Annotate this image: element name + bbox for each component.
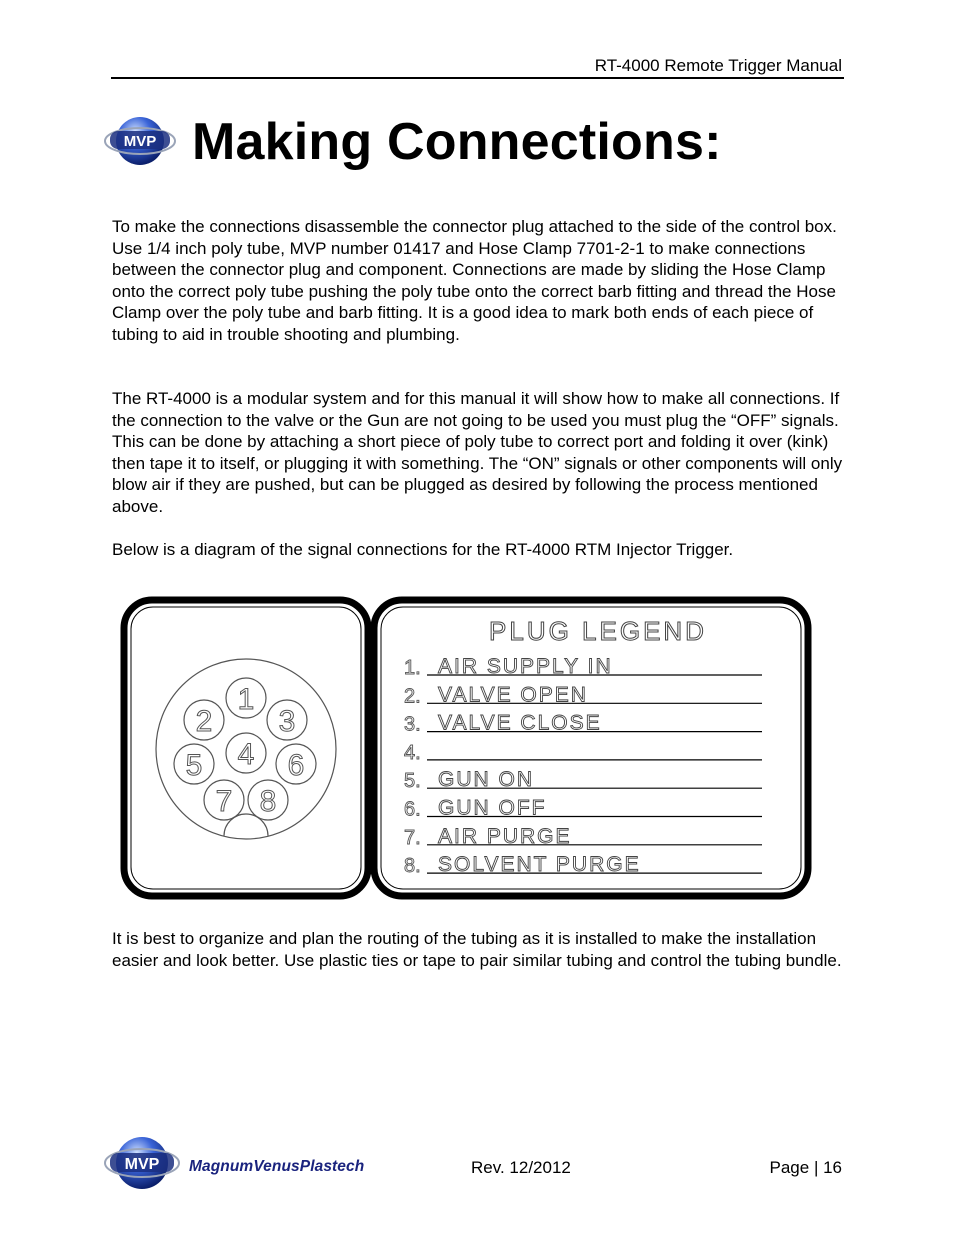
legend-number-3: 3. [404,713,421,736]
legend-label-3: VALVE CLOSE [438,711,602,735]
paragraph-modular: The RT-4000 is a modular system and for this manual it will show how to make all connections. If the connection to the valve or the Gun are not going to be used you must plug the “OFF” signals. This can be done by attaching a short piece of poly tube to correct port and folding it over (kink) then tape it to itself, or plugging it with something. The “ON” signals or other components will only blow air if they are pushed, but can be plugged as desired by following the process mentioned above. [112,389,843,516]
pin-6-label: 6 [287,749,305,782]
footer-revision: Rev. 12/2012 [471,1158,571,1177]
footer-logo-text: MVP [124,1156,160,1173]
paragraph-intro: To make the connections disassemble the connector plug attached to the side of the control box. Use 1/4 inch poly tube, MVP number 01417 and Hose Clamp 7701-2-1 to make connections between the connector plug and component. Connections are made by sliding the Hose Clamp onto the correct poly tube pushing the poly tube onto the correct barb fitting and thread the Hose Clamp over the poly tube and barb fitting. It is a good idea to mark both ends of each piece of tubing to aid in trouble shooting and plumbing. [112,217,837,344]
pin-8-label: 8 [259,785,277,818]
legend-number-1: 1. [404,657,421,679]
footer-page-number: Page | 16 [769,1158,842,1177]
legend-number-5: 5. [404,770,421,793]
pin-7-label: 7 [215,785,233,818]
legend-label-6: GUN OFF [438,796,547,820]
legend-label-2: VALVE OPEN [438,683,588,707]
legend-label-5: GUN ON [438,768,534,792]
legend-number-2: 2. [404,685,421,708]
footer-mvp-logo [104,1133,184,1193]
legend-number-6: 6. [404,798,421,821]
pin-5-label: 5 [185,749,203,782]
logo-text: MVP [123,133,157,150]
legend-title: PLUG LEGEND [489,616,707,646]
footer-brand: MagnumVenusPlastech [189,1158,365,1175]
legend-number-8: 8. [404,855,421,878]
legend-label-1: AIR SUPPLY IN [438,655,613,678]
pin-4-label: 4 [237,738,255,771]
legend-label-8: SOLVENT PURGE [438,853,641,877]
page-title: Making Connections: [192,113,722,171]
legend-label-7: AIR PURGE [438,824,572,848]
header-rule [111,77,844,79]
pin-1-label: 1 [237,683,255,716]
pin-3-label: 3 [278,705,296,738]
mvp-logo [104,113,180,169]
plug-diagram [120,596,820,909]
header-title: RT-4000 Remote Trigger Manual [594,56,842,75]
paragraph-routing: It is best to organize and plan the routing of the tubing as it is installed to make the installation easier and look better. Use plastic ties or tape to pair similar tubing and control the tubing bundle. [112,929,842,970]
paragraph-diagram-intro: Below is a diagram of the signal connections for the RT-4000 RTM Injector Trigger. [112,540,734,559]
legend-number-4: 4. [404,741,421,764]
legend-number-7: 7. [404,826,421,849]
pin-2-label: 2 [195,705,213,738]
